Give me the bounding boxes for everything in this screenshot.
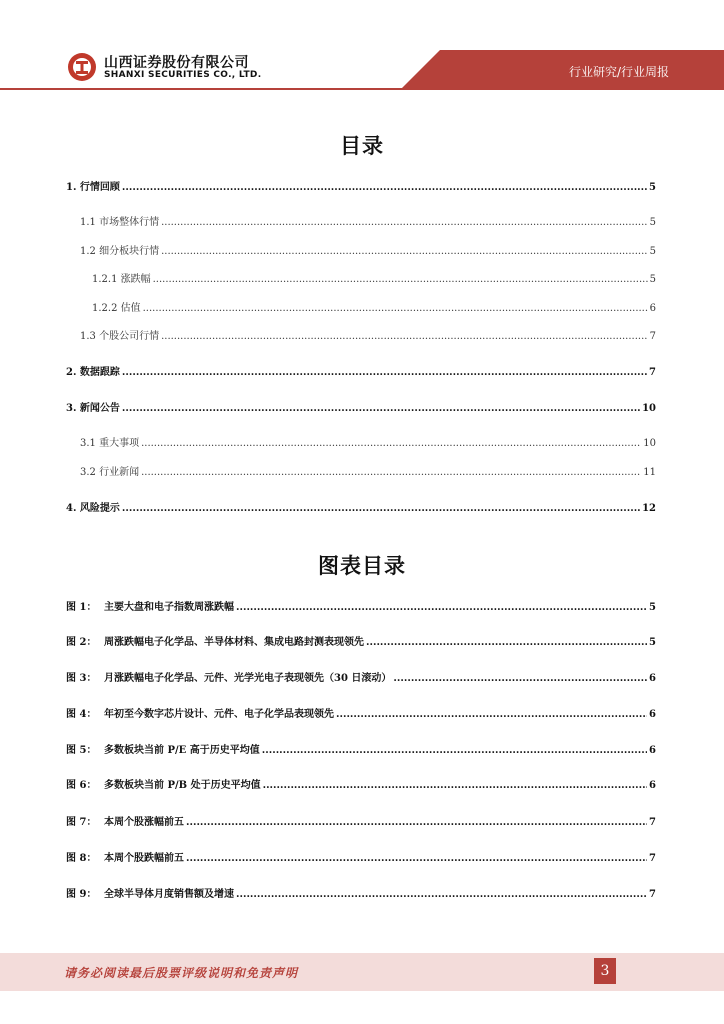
toc-item-page: 7 bbox=[649, 331, 656, 342]
figure-number: 图 6： bbox=[66, 780, 97, 791]
toc-item-label: 1.1 市场整体行情 bbox=[80, 217, 160, 228]
toc-item[interactable] bbox=[66, 363, 656, 378]
toc-item-page: 5 bbox=[649, 182, 656, 193]
figure-number: 图 4： bbox=[66, 709, 97, 720]
toc-leader bbox=[153, 274, 648, 285]
toc-item[interactable] bbox=[92, 270, 656, 285]
toc-item-label: 3.2 行业新闻 bbox=[80, 467, 140, 478]
toc-item[interactable] bbox=[66, 499, 656, 514]
figure-label: 多数板块当前 P/E 高于历史平均值 bbox=[104, 745, 260, 756]
toc-item-page: 7 bbox=[649, 367, 656, 378]
toc-leader bbox=[161, 217, 648, 228]
figure-label: 本周个股跌幅前五 bbox=[104, 853, 184, 864]
figure-label: 周涨跌幅电子化学品、半导体材料、集成电路封测表现领先 bbox=[104, 637, 364, 648]
figures-title: 图表目录 bbox=[318, 554, 406, 578]
figure-page: 6 bbox=[649, 709, 656, 720]
figure-list-item[interactable] bbox=[66, 741, 656, 756]
figure-number: 图 8： bbox=[66, 853, 97, 864]
figure-list-item[interactable] bbox=[66, 776, 656, 791]
figure-number: 图 1： bbox=[66, 602, 97, 613]
toc-item-page: 5 bbox=[649, 217, 656, 228]
toc-leader bbox=[122, 503, 640, 514]
figure-page: 6 bbox=[649, 745, 656, 756]
toc-item-label: 1.2.2 估值 bbox=[92, 303, 141, 314]
toc-leader bbox=[141, 467, 641, 478]
toc-leader bbox=[161, 246, 648, 257]
toc-item[interactable] bbox=[80, 242, 656, 257]
toc-item[interactable] bbox=[80, 213, 656, 228]
figure-list-item[interactable] bbox=[66, 849, 656, 864]
toc-item[interactable] bbox=[80, 463, 656, 478]
figure-page: 7 bbox=[649, 889, 656, 900]
figure-leader bbox=[263, 780, 647, 791]
toc-leader bbox=[122, 182, 647, 193]
footer-disclaimer: 请务必阅读最后股票评级说明和免责声明 bbox=[64, 966, 299, 980]
company-name-en: SHANXI SECURITIES CO., LTD. bbox=[104, 70, 262, 80]
figure-leader bbox=[186, 817, 647, 828]
figure-number: 图 2： bbox=[66, 637, 97, 648]
header-divider bbox=[0, 88, 724, 90]
toc-item-label: 4. 风险提示 bbox=[66, 503, 120, 514]
page-number: 3 bbox=[594, 958, 616, 984]
figure-leader bbox=[262, 745, 647, 756]
figure-leader bbox=[236, 602, 647, 613]
figure-page: 6 bbox=[649, 673, 656, 684]
toc-item-page: 5 bbox=[649, 274, 656, 285]
toc-leader bbox=[122, 403, 640, 414]
toc-title: 目录 bbox=[340, 134, 384, 158]
toc-item-page: 11 bbox=[643, 467, 656, 478]
toc-leader bbox=[122, 367, 647, 378]
figure-label: 多数板块当前 P/B 处于历史平均值 bbox=[104, 780, 261, 791]
figure-list-item[interactable] bbox=[66, 598, 656, 613]
figure-leader bbox=[336, 709, 647, 720]
toc-item[interactable] bbox=[80, 327, 656, 342]
figure-label: 年初至今数字芯片设计、元件、电子化学品表现领先 bbox=[104, 709, 334, 720]
figure-label: 本周个股涨幅前五 bbox=[104, 817, 184, 828]
figure-leader bbox=[393, 673, 647, 684]
company-logo-icon bbox=[67, 52, 97, 82]
toc-item-page: 5 bbox=[649, 246, 656, 257]
toc-leader bbox=[141, 438, 641, 449]
figure-number: 图 7： bbox=[66, 817, 97, 828]
toc-item[interactable] bbox=[66, 399, 656, 414]
figure-label: 主要大盘和电子指数周涨跌幅 bbox=[104, 602, 234, 613]
toc-item-label: 3.1 重大事项 bbox=[80, 438, 140, 449]
figure-number: 图 5： bbox=[66, 745, 97, 756]
figure-page: 5 bbox=[649, 637, 656, 648]
toc-item-page: 10 bbox=[643, 438, 656, 449]
figure-number: 图 9： bbox=[66, 889, 97, 900]
figure-leader bbox=[186, 853, 647, 864]
figure-list-item[interactable] bbox=[66, 885, 656, 900]
figure-page: 7 bbox=[649, 853, 656, 864]
toc-item[interactable] bbox=[80, 434, 656, 449]
figure-label: 全球半导体月度销售额及增速 bbox=[104, 889, 234, 900]
report-category: 行业研究/行业周报 bbox=[568, 65, 669, 79]
figure-page: 7 bbox=[649, 817, 656, 828]
toc-item-page: 12 bbox=[642, 503, 656, 514]
toc-leader bbox=[143, 303, 648, 314]
figure-list-item[interactable] bbox=[66, 813, 656, 828]
figure-list-item[interactable] bbox=[66, 705, 656, 720]
toc-item-label: 1.2.1 涨跌幅 bbox=[92, 274, 151, 285]
figure-leader bbox=[236, 889, 647, 900]
toc-item-label: 3. 新闻公告 bbox=[66, 403, 120, 414]
company-name-cn: 山西证券股份有限公司 bbox=[104, 55, 249, 71]
toc-item-page: 10 bbox=[642, 403, 656, 414]
figure-page: 6 bbox=[649, 780, 656, 791]
toc-item-label: 2. 数据跟踪 bbox=[66, 367, 120, 378]
figure-list-item[interactable] bbox=[66, 633, 656, 648]
figure-leader bbox=[366, 637, 647, 648]
figure-page: 5 bbox=[649, 602, 656, 613]
toc-leader bbox=[161, 331, 648, 342]
figure-label: 月涨跌幅电子化学品、元件、光学光电子表现领先（30 日滚动） bbox=[104, 673, 392, 684]
toc-item-label: 1.2 细分板块行情 bbox=[80, 246, 160, 257]
toc-item-label: 1.3 个股公司行情 bbox=[80, 331, 160, 342]
page-header bbox=[0, 0, 724, 100]
figure-number: 图 3： bbox=[66, 673, 97, 684]
toc-item[interactable] bbox=[92, 299, 656, 314]
toc-item-page: 6 bbox=[649, 303, 656, 314]
toc-item[interactable] bbox=[66, 178, 656, 193]
figure-list-item[interactable] bbox=[66, 669, 656, 684]
toc-item-label: 1. 行情回顾 bbox=[66, 182, 120, 193]
